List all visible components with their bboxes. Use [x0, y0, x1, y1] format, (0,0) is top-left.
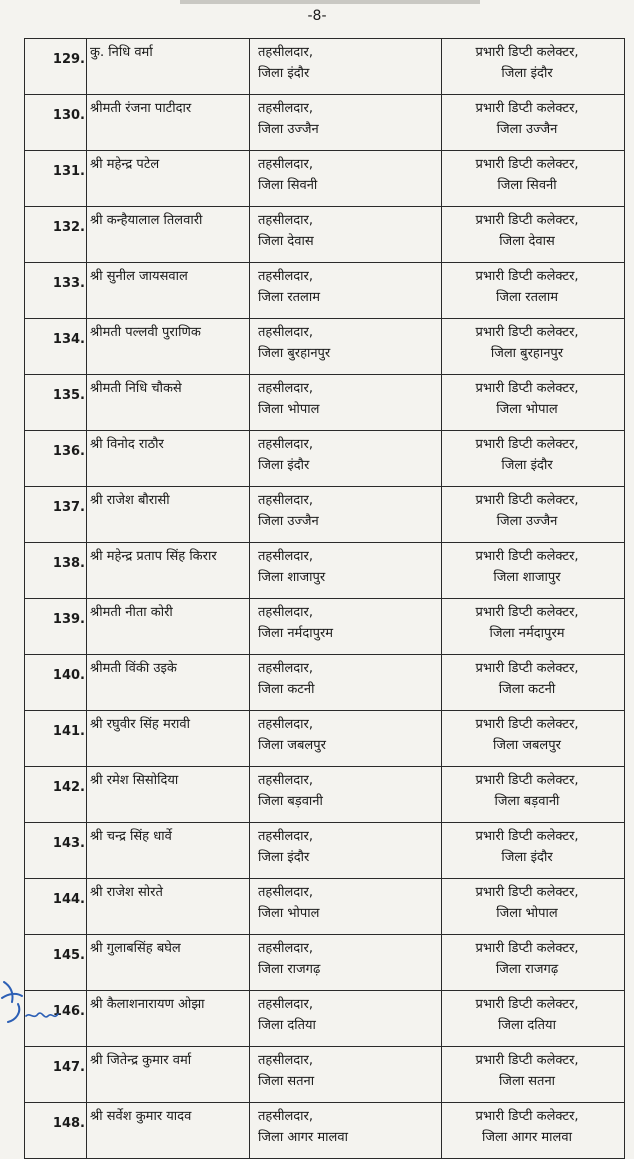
new-post	[442, 319, 625, 375]
new-post	[442, 207, 625, 263]
officer-name: श्री महेन्द्र पटेल	[87, 151, 250, 207]
table-row	[25, 1047, 625, 1103]
serial-number: 145.	[25, 935, 87, 991]
current-post	[250, 39, 442, 95]
new-post-district: जिला सिवनी	[497, 178, 557, 193]
new-post-district: जिला दतिया	[498, 1018, 556, 1033]
new-post-title: प्रभारी डिप्टी कलेक्टर,	[475, 1109, 579, 1124]
current-post-title: तहसीलदार,	[258, 997, 314, 1012]
current-post	[250, 991, 442, 1047]
current-post-district: जिला उज्जैन	[258, 122, 319, 137]
current-post-title: तहसीलदार,	[258, 717, 314, 732]
new-post	[442, 1047, 625, 1103]
new-post-title: प्रभारी डिप्टी कलेक्टर,	[475, 437, 579, 452]
serial-number: 135.	[25, 375, 87, 431]
table-body	[25, 39, 625, 1159]
transfer-order-table	[24, 38, 625, 1159]
current-post-title: तहसीलदार,	[258, 1109, 314, 1124]
officer-name: श्रीमती पल्लवी पुराणिक	[87, 319, 250, 375]
serial-number: 139.	[25, 599, 87, 655]
new-post-title: प्रभारी डिप्टी कलेक्टर,	[475, 325, 579, 340]
table-row	[25, 711, 625, 767]
table-row	[25, 823, 625, 879]
current-post-district: जिला राजगढ़	[258, 962, 321, 977]
current-post-title: तहसीलदार,	[258, 773, 314, 788]
current-post-district: जिला शाजापुर	[258, 570, 326, 585]
new-post-district: जिला आगर मालवा	[482, 1130, 572, 1145]
current-post-district: जिला बुरहानपुर	[258, 346, 331, 361]
serial-number: 138.	[25, 543, 87, 599]
current-post	[250, 1047, 442, 1103]
new-post-title: प्रभारी डिप्टी कलेक्टर,	[475, 717, 579, 732]
officer-name: कु. निधि वर्मा	[87, 39, 250, 95]
table-row	[25, 319, 625, 375]
current-post-district: जिला भोपाल	[258, 906, 320, 921]
officer-name: श्री राजेश बौरासी	[87, 487, 250, 543]
serial-number: 140.	[25, 655, 87, 711]
officer-name: श्रीमती विंकी उइके	[87, 655, 250, 711]
officer-name: श्री रघुवीर सिंह मरावी	[87, 711, 250, 767]
officer-name: श्री रमेश सिसोदिया	[87, 767, 250, 823]
new-post	[442, 263, 625, 319]
current-post	[250, 935, 442, 991]
signature-mark	[0, 968, 80, 1024]
serial-number: 131.	[25, 151, 87, 207]
current-post	[250, 151, 442, 207]
officer-name: श्री कैलाशनारायण ओझा	[87, 991, 250, 1047]
new-post-title: प्रभारी डिप्टी कलेक्टर,	[475, 45, 579, 60]
current-post-district: जिला इंदौर	[258, 850, 310, 865]
officer-name: श्री कन्हैयालाल तिलवारी	[87, 207, 250, 263]
current-post-title: तहसीलदार,	[258, 549, 314, 564]
serial-number: 133.	[25, 263, 87, 319]
current-post	[250, 95, 442, 151]
new-post-district: जिला भोपाल	[496, 402, 558, 417]
current-post-district: जिला आगर मालवा	[258, 1130, 348, 1145]
new-post	[442, 823, 625, 879]
current-post-district: जिला रतलाम	[258, 290, 321, 305]
serial-number: 136.	[25, 431, 87, 487]
table-row	[25, 1103, 625, 1159]
new-post-title: प्रभारी डिप्टी कलेक्टर,	[475, 941, 579, 956]
officer-name: श्रीमती निधि चौकसे	[87, 375, 250, 431]
current-post-title: तहसीलदार,	[258, 269, 314, 284]
new-post-title: प्रभारी डिप्टी कलेक्टर,	[475, 605, 579, 620]
current-post	[250, 767, 442, 823]
serial-number: 132.	[25, 207, 87, 263]
current-post-district: जिला सतना	[258, 1074, 315, 1089]
officer-name: श्री गुलाबसिंह बघेल	[87, 935, 250, 991]
current-post-district: जिला इंदौर	[258, 66, 310, 81]
current-post	[250, 599, 442, 655]
new-post-title: प्रभारी डिप्टी कलेक्टर,	[475, 549, 579, 564]
new-post	[442, 879, 625, 935]
officer-name: श्रीमती नीता कोरी	[87, 599, 250, 655]
officer-name: श्री चन्द्र सिंह धार्वे	[87, 823, 250, 879]
serial-number: 130.	[25, 95, 87, 151]
current-post	[250, 823, 442, 879]
new-post-title: प्रभारी डिप्टी कलेक्टर,	[475, 661, 579, 676]
current-post-title: तहसीलदार,	[258, 437, 314, 452]
new-post-title: प्रभारी डिप्टी कलेक्टर,	[475, 997, 579, 1012]
new-post-district: जिला इंदौर	[501, 458, 553, 473]
new-post-title: प्रभारी डिप्टी कलेक्टर,	[475, 213, 579, 228]
serial-number: 141.	[25, 711, 87, 767]
current-post	[250, 1103, 442, 1159]
new-post-title: प्रभारी डिप्टी कलेक्टर,	[475, 493, 579, 508]
top-cropped-text-strip	[180, 0, 480, 4]
current-post-title: तहसीलदार,	[258, 941, 314, 956]
new-post-district: जिला राजगढ़	[495, 962, 559, 977]
new-post	[442, 1103, 625, 1159]
officer-name: श्री राजेश सोरते	[87, 879, 250, 935]
serial-number: 134.	[25, 319, 87, 375]
new-post-title: प्रभारी डिप्टी कलेक्टर,	[475, 885, 579, 900]
new-post-title: प्रभारी डिप्टी कलेक्टर,	[475, 773, 579, 788]
new-post-district: जिला इंदौर	[501, 850, 553, 865]
current-post-title: तहसीलदार,	[258, 605, 314, 620]
current-post-district: जिला नर्मदापुरम	[258, 626, 334, 641]
table-row	[25, 151, 625, 207]
new-post-district: जिला रतलाम	[495, 290, 558, 305]
current-post-title: तहसीलदार,	[258, 213, 314, 228]
new-post-district: जिला देवास	[499, 234, 555, 249]
new-post-district: जिला कटनी	[498, 682, 556, 697]
table-row	[25, 543, 625, 599]
current-post-district: जिला जबलपुर	[258, 738, 326, 753]
serial-number: 146.	[25, 991, 87, 1047]
current-post-title: तहसीलदार,	[258, 1053, 314, 1068]
serial-number: 142.	[25, 767, 87, 823]
new-post	[442, 767, 625, 823]
officer-name: श्रीमती रंजना पाटीदार	[87, 95, 250, 151]
new-post-title: प्रभारी डिप्टी कलेक्टर,	[475, 1053, 579, 1068]
current-post-title: तहसीलदार,	[258, 157, 314, 172]
current-post	[250, 487, 442, 543]
current-post-district: जिला सिवनी	[258, 178, 318, 193]
table-row	[25, 991, 625, 1047]
new-post	[442, 991, 625, 1047]
new-post-title: प्रभारी डिप्टी कलेक्टर,	[475, 269, 579, 284]
current-post-district: जिला दतिया	[258, 1018, 316, 1033]
current-post-title: तहसीलदार,	[258, 381, 314, 396]
current-post-district: जिला देवास	[258, 234, 314, 249]
new-post	[442, 935, 625, 991]
new-post	[442, 599, 625, 655]
current-post-title: तहसीलदार,	[258, 661, 314, 676]
new-post	[442, 711, 625, 767]
current-post	[250, 207, 442, 263]
new-post-district: जिला उज्जैन	[496, 122, 558, 137]
new-post-title: प्रभारी डिप्टी कलेक्टर,	[475, 101, 579, 116]
serial-number: 137.	[25, 487, 87, 543]
current-post	[250, 543, 442, 599]
officer-name: श्री विनोद राठौर	[87, 431, 250, 487]
officer-name: श्री सुनील जायसवाल	[87, 263, 250, 319]
table-row	[25, 487, 625, 543]
table-row	[25, 431, 625, 487]
table-row	[25, 935, 625, 991]
current-post-title: तहसीलदार,	[258, 101, 314, 116]
new-post-district: जिला बुरहानपुर	[490, 346, 564, 361]
table-row	[25, 879, 625, 935]
serial-number: 147.	[25, 1047, 87, 1103]
new-post	[442, 543, 625, 599]
current-post-title: तहसीलदार,	[258, 45, 314, 60]
new-post	[442, 39, 625, 95]
current-post-district: जिला उज्जैन	[258, 514, 319, 529]
serial-number: 143.	[25, 823, 87, 879]
serial-number: 148.	[25, 1103, 87, 1159]
new-post	[442, 431, 625, 487]
current-post	[250, 375, 442, 431]
table-row	[25, 767, 625, 823]
new-post	[442, 487, 625, 543]
new-post-district: जिला सतना	[498, 1074, 556, 1089]
table-row	[25, 599, 625, 655]
current-post-district: जिला कटनी	[258, 682, 315, 697]
current-post-district: जिला भोपाल	[258, 402, 320, 417]
current-post-district: जिला बड़वानी	[258, 794, 323, 809]
new-post-district: जिला भोपाल	[496, 906, 558, 921]
page-number: -8-	[307, 8, 327, 24]
new-post	[442, 151, 625, 207]
current-post	[250, 431, 442, 487]
table-row	[25, 95, 625, 151]
current-post	[250, 655, 442, 711]
table-row	[25, 375, 625, 431]
serial-number: 144.	[25, 879, 87, 935]
current-post	[250, 263, 442, 319]
current-post-title: तहसीलदार,	[258, 493, 314, 508]
new-post-title: प्रभारी डिप्टी कलेक्टर,	[475, 829, 579, 844]
current-post	[250, 711, 442, 767]
current-post-title: तहसीलदार,	[258, 829, 314, 844]
officer-name: श्री महेन्द्र प्रताप सिंह किरार	[87, 543, 250, 599]
new-post-title: प्रभारी डिप्टी कलेक्टर,	[475, 381, 579, 396]
new-post-title: प्रभारी डिप्टी कलेक्टर,	[475, 157, 579, 172]
current-post	[250, 319, 442, 375]
current-post-title: तहसीलदार,	[258, 325, 314, 340]
current-post-district: जिला इंदौर	[258, 458, 310, 473]
officer-name: श्री जितेन्द्र कुमार वर्मा	[87, 1047, 250, 1103]
table-row	[25, 39, 625, 95]
new-post-district: जिला शाजापुर	[493, 570, 561, 585]
new-post	[442, 95, 625, 151]
serial-number: 129.	[25, 39, 87, 95]
new-post-district: जिला उज्जैन	[496, 514, 558, 529]
new-post-district: जिला बड़वानी	[494, 794, 560, 809]
officer-name: श्री सर्वेश कुमार यादव	[87, 1103, 250, 1159]
current-post	[250, 879, 442, 935]
new-post-district: जिला जबलपुर	[493, 738, 561, 753]
table-row	[25, 655, 625, 711]
new-post-district: जिला नर्मदापुरम	[489, 626, 565, 641]
new-post-district: जिला इंदौर	[501, 66, 553, 81]
new-post	[442, 655, 625, 711]
new-post	[442, 375, 625, 431]
current-post-title: तहसीलदार,	[258, 885, 314, 900]
table-row	[25, 207, 625, 263]
table-row	[25, 263, 625, 319]
